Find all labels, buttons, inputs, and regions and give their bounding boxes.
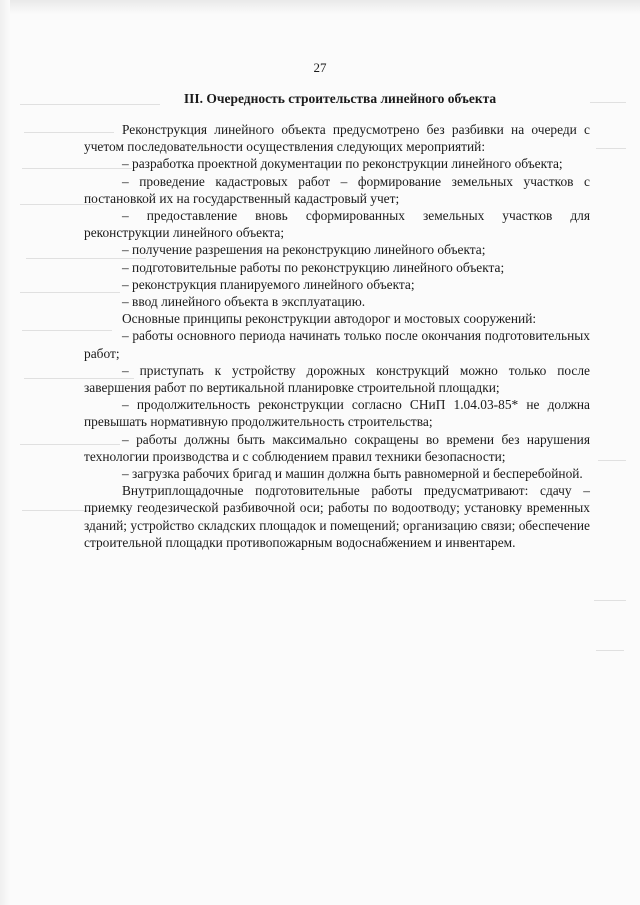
principle-item: – загрузка рабочих бригад и машин должна быть равномерной и бесперебойной.: [122, 466, 583, 482]
closing-paragraph: Внутриплощадочные подготовительные работы предусматривают: сдачу – приемку геодезической разбивочной оси; работы по водоотводу; установку временных зданий; устройство складских площадок и помещений; организацию связи; обеспечение строительной площадки противопожарным водоснабжением и инвентарем.: [84, 483, 590, 550]
intro-paragraph: Реконструкция линейного объекта предусмотрено без разбивки на очереди с учетом последовательности осуществления следующих мероприятий:: [84, 122, 590, 155]
principle-item: – продолжительность реконструкции согласно СНиП 1.04.03-85* не должна превышать нормативную продолжительность строительства;: [84, 397, 590, 430]
page-number: 27: [313, 60, 327, 75]
principle-item: – приступать к устройству дорожных конструкций можно только после завершения работ по вертикальной планировке строительной площадки;: [84, 362, 590, 396]
principles-heading: Основные принципы реконструкции автодорог и мостовых сооружений:: [122, 311, 537, 327]
stage-item: – ввод линейного объекта в эксплуатацию.: [122, 294, 366, 310]
stage-item: – проведение кадастровых работ – формирование земельных участков с постановкой их на государственный кадастровый учет;: [84, 173, 590, 206]
stage-item: – подготовительные работы по реконструкцию линейного объекта;: [122, 259, 505, 275]
stage-item: – реконструкция планируемого линейного объекта;: [122, 276, 415, 292]
stage-item: – получение разрешения на реконструкцию линейного объекта;: [122, 242, 486, 258]
stage-item: – разработка проектной документации по реконструкции линейного объекта;: [122, 156, 563, 172]
stage-item: – предоставление вновь сформированных земельных участков для реконструкции линейного объекта;: [84, 208, 590, 241]
principle-item: – работы основного периода начинать только после окончания подготовительных работ;: [84, 328, 590, 361]
principle-item: – работы должны быть максимально сокращены во времени без нарушения технологии производства и с соблюдением правил техники безопасности;: [84, 431, 590, 464]
document-body: [84, 121, 590, 551]
section-title: III. Очередность строительства линейного объекта: [183, 91, 497, 106]
